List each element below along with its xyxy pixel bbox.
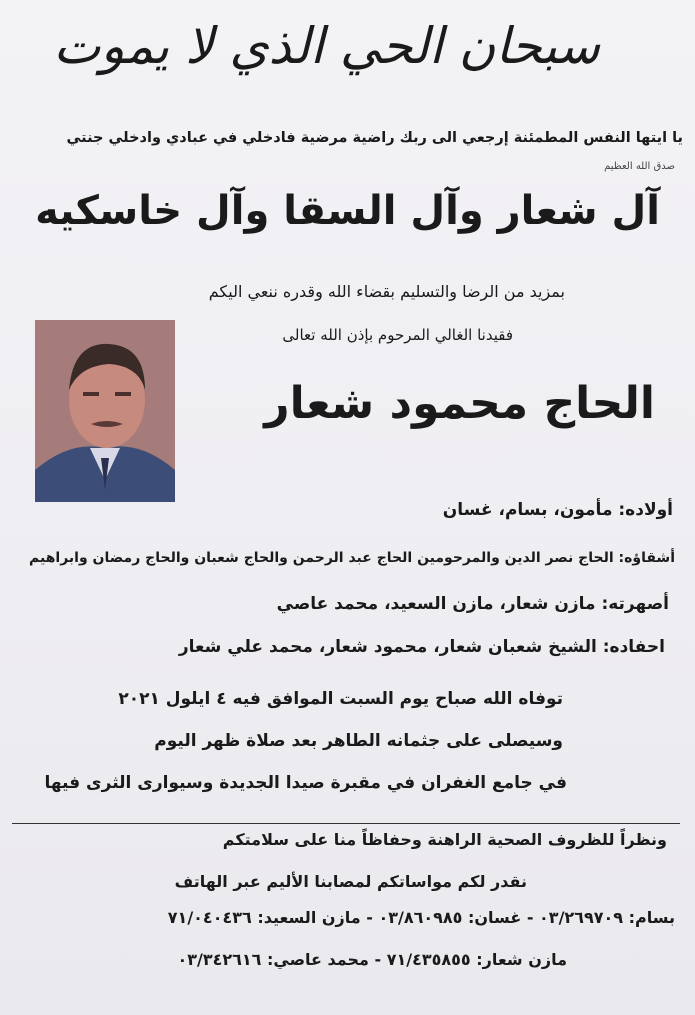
contact-numbers-line-2: مازن شعار: ٧١/٤٣٥٨٥٥ - محمد عاصي: ٠٣/٣٤٢٦١٦ bbox=[177, 950, 567, 969]
verse-closing: صدق الله العظيم bbox=[604, 161, 675, 172]
death-date-line: توفاه الله صباح يوم السبت الموافق فيه ٤ ايلول ٢٠٢١ bbox=[118, 689, 563, 709]
health-note-line-2: نقدر لكم مواساتكم لمصابنا الأليم عبر الهاتف bbox=[174, 872, 527, 891]
portrait-illustration bbox=[35, 320, 175, 502]
sons-in-law-line: أصهرته: مازن شعار، مازن السعيد، محمد عاصي bbox=[276, 594, 669, 614]
deceased-photo bbox=[35, 320, 175, 502]
intro-line-1: بمزيد من الرضا والتسليم بقضاء الله وقدره ننعي اليكم bbox=[208, 282, 565, 301]
burial-line: في جامع الغفران في مقبرة صيدا الجديدة وسيوارى الثرى فيها bbox=[44, 773, 567, 793]
grandsons-line: احفاده: الشيخ شعبان شعار، محمود شعار، محمد علي شعار bbox=[178, 637, 665, 657]
brothers-line: أشقاؤه: الحاج نصر الدين والمرحومين الحاج عبد الرحمن والحاج شعبان والحاج رمضان وابراهيم bbox=[29, 550, 675, 566]
intro-line-2: فقيدنا الغالي المرحوم بإذن الله تعالى bbox=[282, 326, 513, 344]
family-names: آل شعار وآل السقا وآل خاسكيه bbox=[35, 188, 660, 234]
health-note-line-1: ونظراً للظروف الصحية الراهنة وحفاظاً منا على سلامتكم bbox=[222, 830, 667, 849]
prayer-line: وسيصلى على جثمانه الطاهر بعد صلاة ظهر اليوم bbox=[154, 731, 563, 751]
calligraphy-header: سبحان الحي الذي لا يموت bbox=[53, 17, 600, 75]
sons-line: أولاده: مأمون، بسام، غسان bbox=[442, 500, 673, 520]
deceased-name: الحاج محمود شعار bbox=[264, 378, 655, 429]
quran-verse: يا ايتها النفس المطمئنة إرجعي الى ربك راضية مرضية فادخلي في عبادي وادخلي جنتي bbox=[66, 130, 683, 146]
divider-line bbox=[12, 823, 680, 824]
contact-numbers-line-1: بسام: ٠٣/٢٦٩٧٠٩ - غسان: ٠٣/٨٦٠٩٨٥ - مازن السعيد: ٧١/٠٤٠٤٣٦ bbox=[167, 908, 675, 927]
